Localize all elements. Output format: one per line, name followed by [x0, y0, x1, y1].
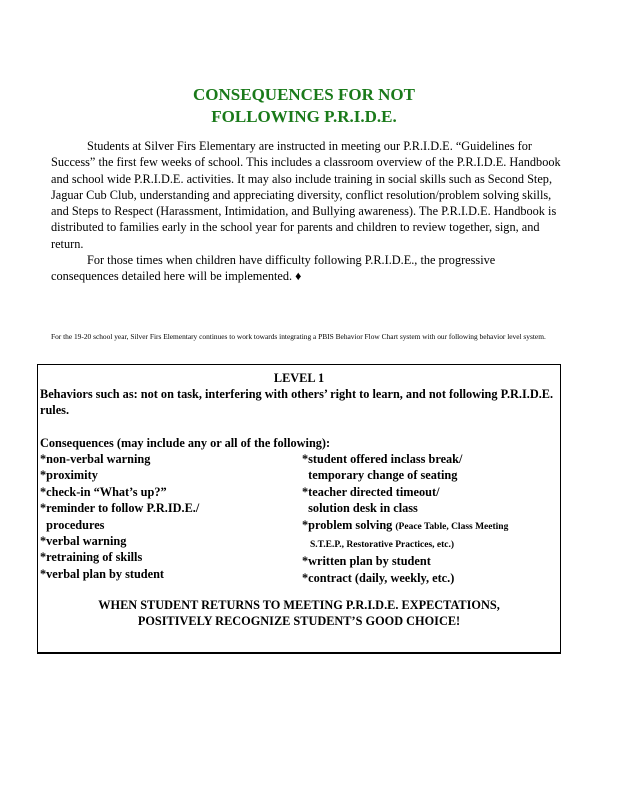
title-line-2: FOLLOWING P.R.I.D.E. [211, 107, 397, 126]
pbis-note: For the 19-20 school year, Silver Firs Elementary continues to work towards integrating a PBIS Behavior Flow Chart system with our following behavior level system. [51, 332, 546, 341]
closing-line-1: WHEN STUDENT RETURNS TO MEETING P.R.I.D.E. EXPECTATIONS, [98, 598, 500, 612]
title-line-1: CONSEQUENCES FOR NOT [193, 85, 415, 104]
consequences-right-column [302, 451, 562, 586]
problem-solving-label: *problem solving [302, 517, 396, 532]
page-title [0, 84, 608, 128]
problem-solving-detail: (Peace Table, Class Meeting [395, 521, 509, 532]
intro-text [51, 138, 561, 285]
list-item [302, 535, 562, 553]
list-item: procedures [40, 517, 105, 532]
list-item: solution desk in class [302, 501, 418, 516]
behaviors-text: Behaviors such as: not on task, interfering with others’ right to learn, and not following P.R.I.D.E. rules. [40, 387, 554, 418]
level-heading: LEVEL 1 [273, 371, 325, 385]
list-item: *written plan by student [302, 554, 431, 569]
consequences-heading: Consequences (may include any or all of the following): [40, 436, 331, 450]
level-1-box [37, 364, 561, 654]
list-item: *contract (daily, weekly, etc.) [302, 570, 455, 585]
list-item: *proximity [40, 468, 98, 483]
list-item: *verbal plan by student [40, 566, 165, 581]
closing-line-2: POSITIVELY RECOGNIZE STUDENT’S GOOD CHOICE! [137, 614, 461, 629]
list-item: *reminder to follow P.R.ID.E./ [40, 501, 200, 516]
intro-paragraph-1: Students at Silver Firs Elementary are instructed in meeting our P.R.I.D.E. “Guidelines for Success” the first few weeks of school. This includes a classroom overview of the P.R.I.D.E. Handbook and school wide P.R.I.D.E. activities. It may also include training in social skills such as Second Step, Jaguar Cub Club, understanding and appreciating diversity, conflict resolution/problem solving skills, and Steps to Respect (Harassment, Intimidation, and Bullying awareness). The P.R.I.D.E. Handbook is distributed to families early in the school year for parents and children to review together, sign, and return. [51, 139, 561, 251]
list-item: *retraining of skills [40, 550, 143, 565]
list-item: *verbal warning [40, 534, 127, 549]
list-item [302, 517, 562, 535]
problem-solving-detail-continued: S.T.E.P., Restorative Practices, etc.) [310, 540, 455, 551]
consequences-left-column [40, 451, 300, 582]
list-item: *teacher directed timeout/ [302, 484, 440, 499]
list-item: *check-in “What’s up?” [40, 484, 167, 499]
list-item: *non-verbal warning [40, 452, 151, 466]
list-item: *student offered inclass break/ [302, 452, 463, 466]
intro-paragraph-2: For those times when children have difficulty following P.R.I.D.E., the progressive consequences detailed here will be implemented. ♦ [51, 253, 496, 284]
list-item: temporary change of seating [302, 468, 458, 483]
closing-message [38, 597, 560, 630]
